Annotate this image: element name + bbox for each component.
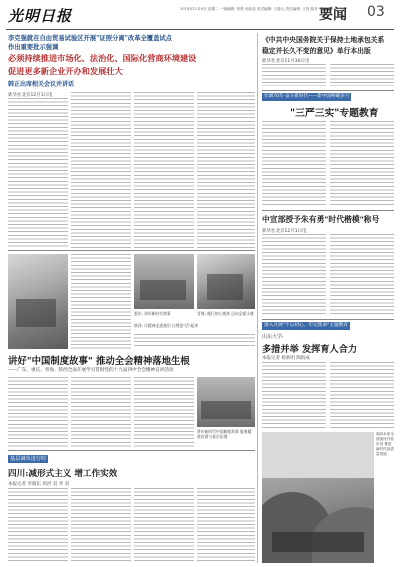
sansan-body-column-2 [330, 121, 394, 206]
honor-body-column-1 [262, 234, 326, 316]
lead-body-column-1 [8, 98, 68, 248]
sichuan-headline: 四川:减形式主义 增工作实效 [8, 469, 118, 479]
lead-subhead: 韩正出席相关会议并讲话 [8, 81, 75, 88]
sichuan-body-column-1 [8, 488, 68, 563]
shandong-body-column-2 [330, 362, 394, 430]
lead-body-column-4 [197, 92, 255, 248]
section-title: 要闻 [319, 7, 347, 23]
newspaper-logo: 光明日报 [8, 7, 73, 25]
honor-byline: 新华社北京12月1日电 [262, 229, 307, 234]
shandong-body-column-1 [262, 362, 326, 430]
photo-caption-2: 青海: 践行初心使命 迈向全面小康 [197, 311, 254, 316]
honor-body-column-2 [330, 234, 394, 316]
sidebar-text: 面向未来全面加快开放步伐 推进新时代高质量发展 [376, 432, 394, 456]
photo-village [197, 377, 255, 427]
sansan-body-column-1 [262, 121, 326, 206]
opinion-body-column-1 [262, 64, 326, 86]
series-tag: 深入开展"不忘初心、牢记使命"主题教育 [264, 323, 349, 328]
photo-lecture [197, 254, 255, 309]
divider [262, 210, 394, 211]
lead-kicker-line2: 作出重要批示强调 [8, 44, 59, 51]
spirit-headline: 讲好"中国制度故事" 推动全会精神落地生根 [8, 356, 190, 367]
column-divider [257, 33, 258, 563]
photo-caption-bottom: 讲好新时代中国制度故事 服务精准贫困与基层治理 [197, 429, 252, 439]
divider [262, 319, 394, 320]
masthead [0, 0, 400, 30]
lead-body-column-3 [134, 92, 194, 248]
opinion-body-column-2 [330, 64, 394, 86]
photo-classroom [134, 254, 194, 309]
opinion-headline-line2: 稳定并长久不变的意见》单行本出版 [262, 47, 371, 55]
lead-headline-line1: 必须持续推进市场化、法治化、国际化营商环境建设 [8, 53, 197, 63]
lead-body-column-2 [71, 92, 131, 248]
shandong-headline: 多措并举 发挥育人合力 [262, 344, 358, 355]
photo-meeting [8, 254, 68, 349]
honor-headline: 中宣部授予朱有勇"时代楷模"称号 [262, 215, 380, 224]
landscape-photo [262, 432, 374, 563]
sichuan-byline: 本报记者 李晓东 周洪 双 李 双 [8, 482, 70, 487]
shandong-byline: 本报记者 杨新明 陶海成 [262, 356, 310, 361]
spirit-caption-lines [134, 334, 255, 348]
lead-headline-line2: 促进更多新企业开办和发展壮大 [8, 66, 123, 76]
spirit-body-column-a [71, 254, 131, 349]
sansan-headline: "三严三实"专题教育 [290, 108, 379, 119]
series-tag: 基层减负进行时 [10, 456, 47, 462]
masthead-rule [6, 29, 394, 30]
shandong-kicker: 山东大学: [262, 334, 284, 340]
spirit-body-column-2 [71, 377, 131, 447]
spirit-subhead: ——广东、重庆、青海、陕西全面开展学习贯彻党的十九届四中全会精神宣讲活动 [8, 368, 174, 373]
spirit-body-column-1 [8, 377, 68, 447]
photo-caption-3: 陕西: 让精神走进基层 让理论"活"起来 [134, 323, 199, 328]
dateline: 2019年12月8日 星期二 一版编辑: 张晨 孙欣蕊 美术编辑: 王健元 责任编辑: 王钰 校对: 张小双 [180, 7, 331, 11]
sichuan-body-column-4 [197, 488, 255, 563]
divider [262, 90, 394, 91]
photo-caption-1: 重庆: 讲好新时代故事 [134, 311, 171, 316]
series-tag: 壮阔70年·奋斗新时代——新中国峥嵘岁月 [264, 94, 350, 99]
sichuan-body-column-2 [71, 488, 131, 563]
spirit-body-column-3 [134, 377, 194, 447]
lead-byline: 新华社北京12月1日电 [8, 93, 53, 98]
divider [8, 250, 255, 251]
page-number: 03 [367, 4, 385, 20]
divider [8, 450, 255, 451]
opinion-headline-line1: 《中共中央国务院关于保持土地承包关系 [262, 36, 385, 44]
sichuan-body-column-3 [134, 488, 194, 563]
opinion-byline: 新华社北京11月30日电 [262, 59, 310, 64]
lead-kicker-line1: 李克强就在自由贸易试验区开展"证照分离"改革全覆盖试点 [8, 35, 172, 42]
